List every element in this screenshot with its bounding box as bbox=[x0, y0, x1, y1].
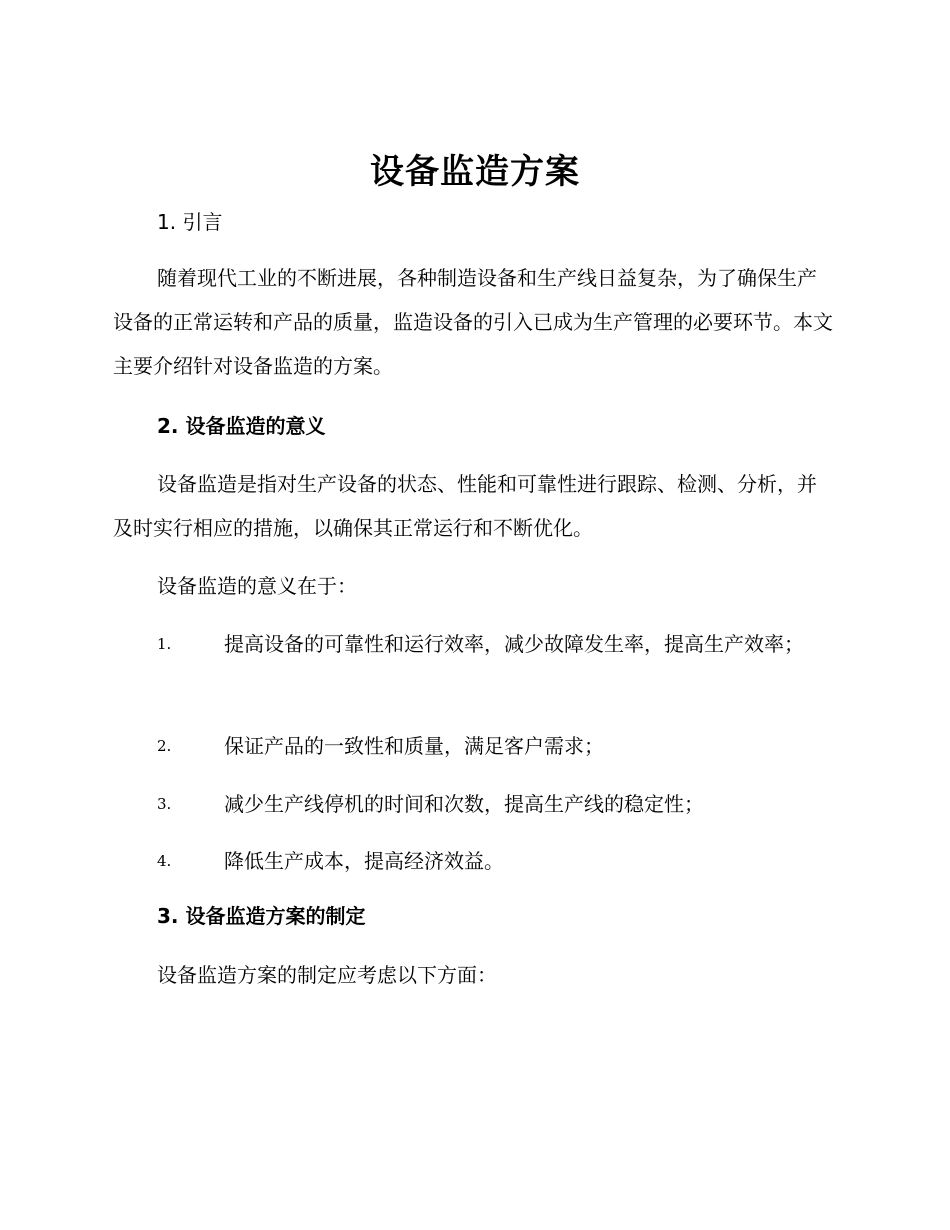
document-title: 设备监造方案 bbox=[370, 152, 580, 192]
list-item-number: 3. bbox=[157, 795, 172, 813]
list-item-text: 保证产品的一致性和质量，满足客户需求； bbox=[224, 734, 604, 758]
section-paragraph: 设备监造是指对生产设备的状态、性能和可靠性进行跟踪、检测、分析，并及时实行相应的措施，以确保其正常运行和不断优化。 bbox=[113, 472, 817, 540]
section-paragraph: 设备监造方案的制定应考虑以下方面： bbox=[157, 963, 497, 987]
list-item-number: 2. bbox=[157, 737, 172, 755]
list-item bbox=[113, 622, 835, 666]
list-item bbox=[113, 724, 835, 768]
list-item-text: 降低生产成本，提高经济效益。 bbox=[224, 849, 504, 873]
list-item bbox=[113, 839, 835, 883]
list-item-number: 1. bbox=[157, 635, 172, 653]
section-heading-plan-formulation: 3. 设备监造方案的制定 bbox=[157, 904, 366, 928]
section-paragraph: 随着现代工业的不断进展，各种制造设备和生产线日益复杂，为了确保生产设备的正常运转和产品的质量，监造设备的引入已成为生产管理的必要环节。本文主要介绍针对设备监造的方案。 bbox=[113, 266, 833, 378]
list-item-number: 4. bbox=[157, 852, 172, 870]
list-item-text: 减少生产线停机的时间和次数，提高生产线的稳定性； bbox=[224, 792, 704, 816]
list-item bbox=[113, 782, 835, 826]
section-heading-introduction: 1. 引言 bbox=[157, 210, 223, 234]
list-item-text: 提高设备的可靠性和运行效率，减少故障发生率，提高生产效率； bbox=[224, 632, 804, 656]
section-heading-significance: 2. 设备监造的意义 bbox=[157, 414, 326, 438]
section-paragraph: 设备监造的意义在于： bbox=[157, 574, 357, 598]
